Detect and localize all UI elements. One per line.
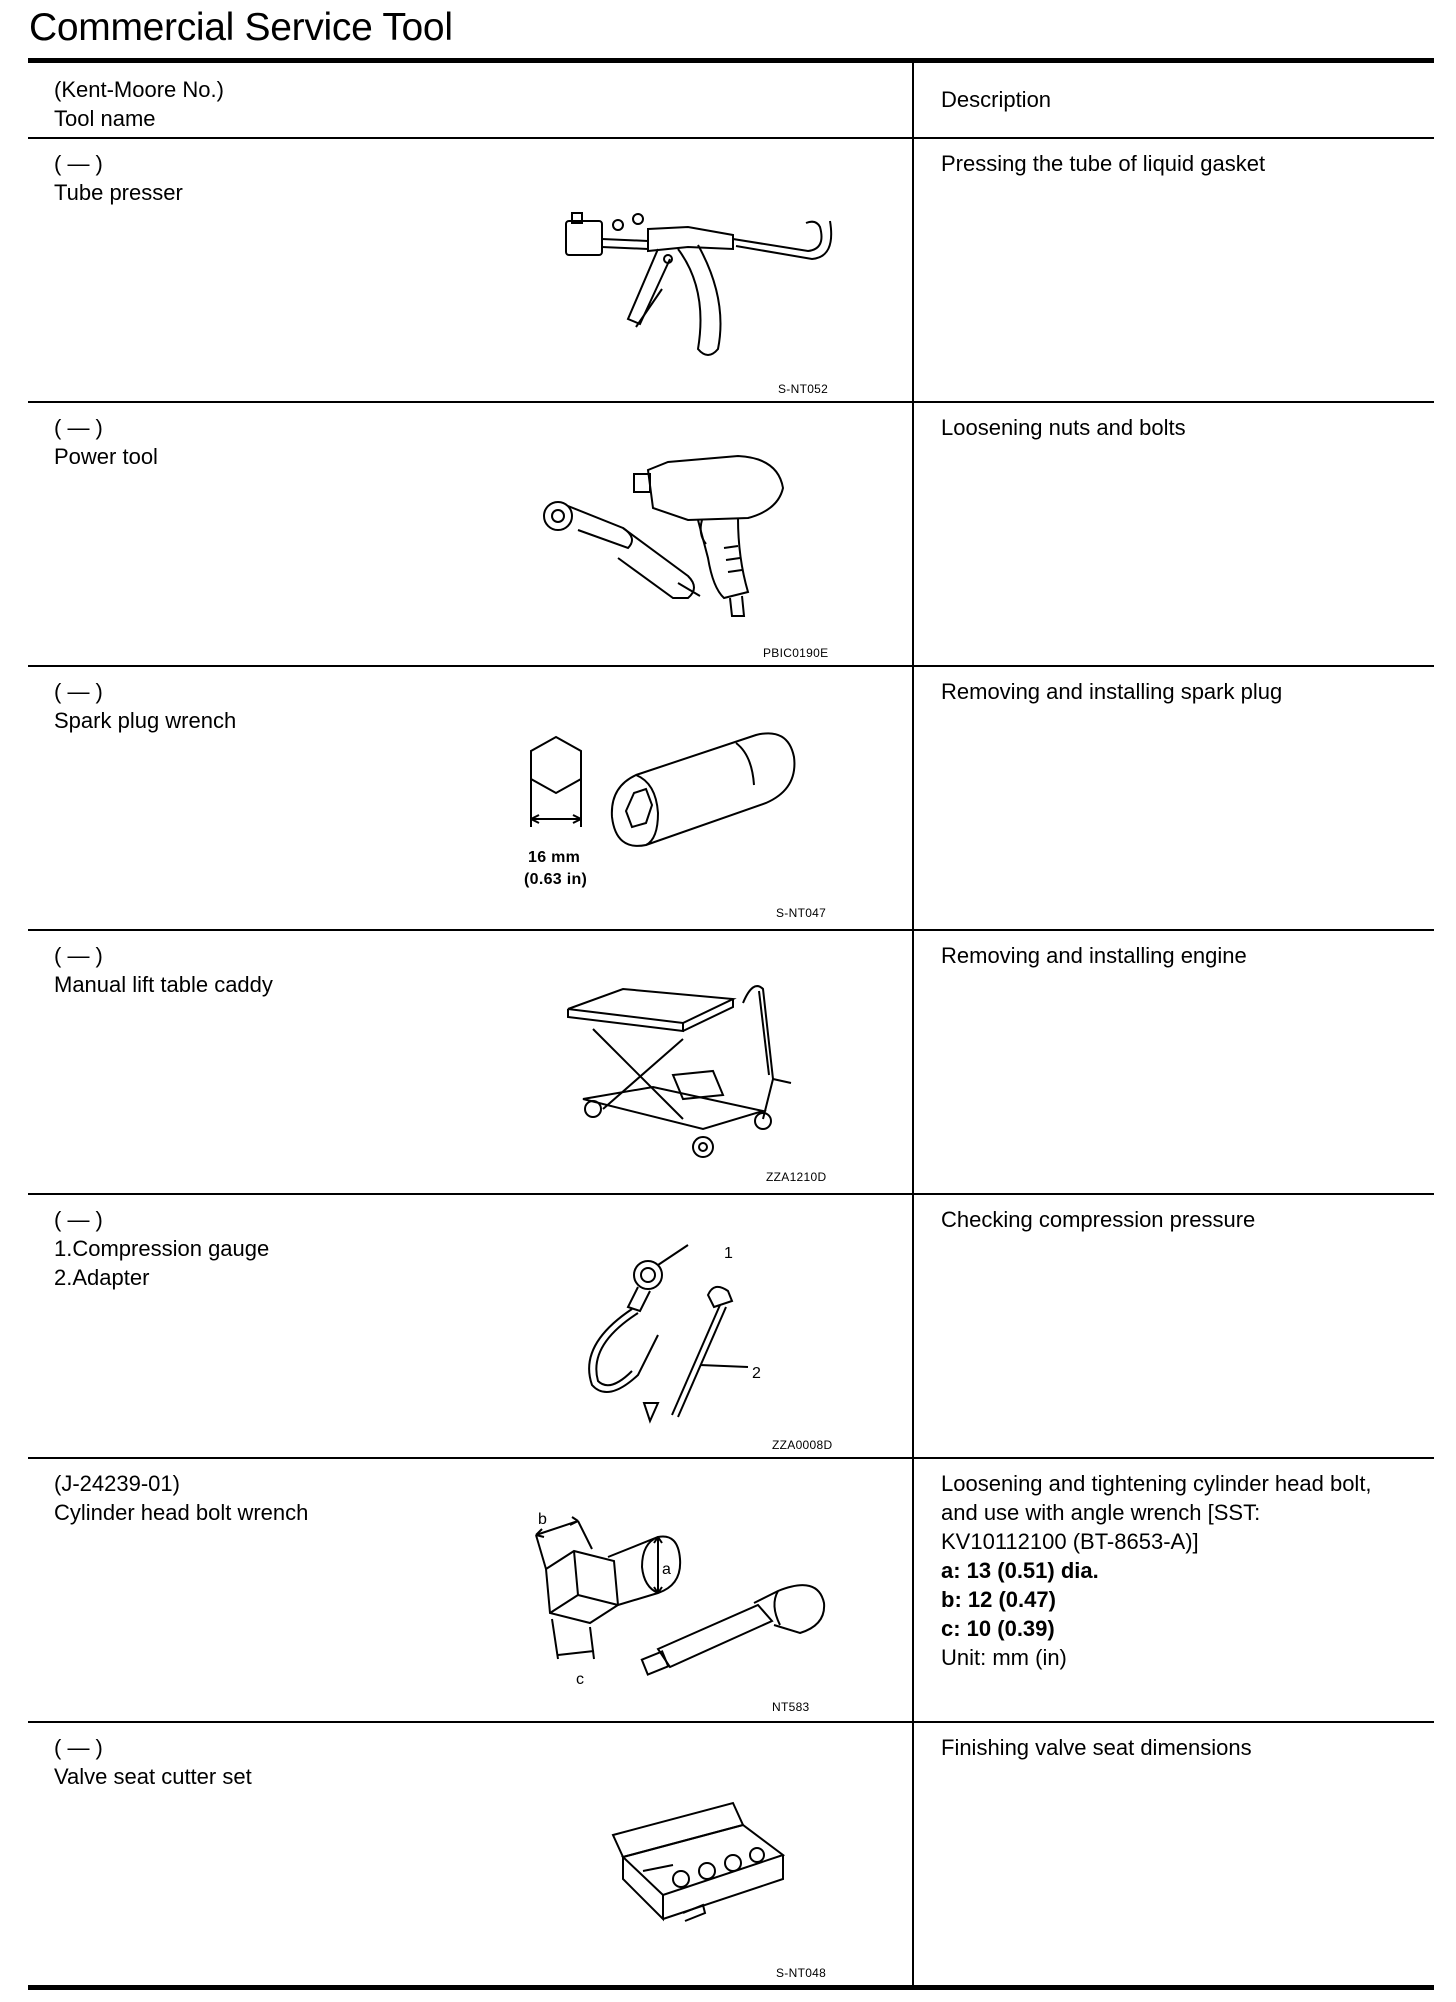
figure-code: ZZA0008D (772, 1438, 833, 1452)
table-row (28, 929, 1434, 1193)
dimension-label-a: a (662, 1561, 672, 1578)
dimension-c: c: 10 (0.39) (941, 1616, 1055, 1641)
tool-name: Valve seat cutter set (54, 1764, 252, 1789)
table-row (28, 1721, 1434, 1985)
tool-name: Tube presser (54, 180, 183, 205)
tool-name-cell (28, 139, 914, 401)
description-cell (914, 1723, 1434, 1985)
description-text: Finishing valve seat dimensions (941, 1735, 1252, 1760)
description-cell (914, 931, 1434, 1193)
tool-name: Cylinder head bolt wrench (54, 1500, 309, 1525)
header-tool-name (28, 63, 914, 137)
description-text: and use with angle wrench [SST: (941, 1500, 1261, 1525)
tool-table (28, 58, 1434, 1990)
header-tool-name-label: Tool name (54, 106, 156, 131)
figure-code: S-NT052 (778, 382, 829, 396)
description-text: Removing and installing spark plug (941, 679, 1283, 704)
kent-moore-number: ( — ) (54, 415, 103, 440)
power-tool-illustration (528, 448, 868, 638)
description-text: Pressing the tube of liquid gasket (941, 151, 1266, 176)
kent-moore-number: (J-24239-01) (54, 1471, 180, 1496)
figure-code: S-NT048 (776, 1966, 827, 1980)
table-row (28, 1457, 1434, 1721)
description-text: KV10112100 (BT-8653-A)] (941, 1529, 1199, 1554)
description-text: Removing and installing engine (941, 943, 1247, 968)
description-cell (914, 667, 1434, 929)
valve-seat-cutter-set-illustration (603, 1795, 793, 1925)
tool-name: Spark plug wrench (54, 708, 237, 733)
kent-moore-number: ( — ) (54, 1735, 103, 1760)
figure-code: NT583 (772, 1700, 810, 1714)
page-title: Commercial Service Tool (29, 6, 453, 49)
spark-plug-wrench-illustration (526, 727, 836, 857)
figure-code: PBIC0190E (763, 646, 829, 660)
description-text: Loosening and tightening cylinder head bolt, (941, 1471, 1372, 1496)
kent-moore-number: ( — ) (54, 151, 103, 176)
dimension-label-inch: (0.63 in) (524, 871, 588, 888)
description-text: Checking compression pressure (941, 1207, 1256, 1232)
table-header (28, 63, 1434, 137)
tool-name-cell (28, 667, 914, 929)
callout-2: 2 (752, 1365, 762, 1382)
table-row (28, 1193, 1434, 1457)
kent-moore-number: ( — ) (54, 1207, 103, 1232)
tool-name-adapter: 2.Adapter (54, 1265, 150, 1290)
kent-moore-number: ( — ) (54, 679, 103, 704)
description-cell (914, 1459, 1434, 1721)
description-cell (914, 403, 1434, 665)
figure-code: S-NT047 (776, 906, 827, 920)
dimension-label-b: b (538, 1511, 548, 1528)
dimension-b: b: 12 (0.47) (941, 1587, 1056, 1612)
dimension-a: a: 13 (0.51) dia. (941, 1558, 1099, 1583)
header-kent-moore-label: (Kent-Moore No.) (54, 77, 224, 102)
table-row (28, 137, 1434, 401)
figure-code: ZZA1210D (766, 1170, 827, 1184)
compression-gauge-illustration (588, 1235, 788, 1435)
table-row (28, 665, 1434, 929)
lift-table-caddy-illustration (563, 979, 863, 1169)
tool-name-gauge: 1.Compression gauge (54, 1236, 270, 1261)
description-cell (914, 1195, 1434, 1457)
cylinder-head-bolt-wrench-illustration (518, 1509, 858, 1699)
tool-name-cell (28, 1195, 914, 1457)
callout-1: 1 (724, 1245, 734, 1262)
unit-note: Unit: mm (in) (941, 1645, 1067, 1670)
dimension-label-c: c (576, 1671, 585, 1688)
header-description-label: Description (941, 87, 1052, 112)
tube-presser-illustration (558, 199, 858, 369)
table-row (28, 401, 1434, 665)
description-cell (914, 139, 1434, 401)
tool-name-cell (28, 1459, 914, 1721)
tool-name-cell (28, 931, 914, 1193)
tool-name: Manual lift table caddy (54, 972, 273, 997)
header-description (914, 63, 1434, 137)
kent-moore-number: ( — ) (54, 943, 103, 968)
dimension-label: 16 mm (528, 849, 581, 866)
tool-name: Power tool (54, 444, 158, 469)
tool-name-cell (28, 1723, 914, 1985)
tool-name-cell (28, 403, 914, 665)
description-text: Loosening nuts and bolts (941, 415, 1186, 440)
